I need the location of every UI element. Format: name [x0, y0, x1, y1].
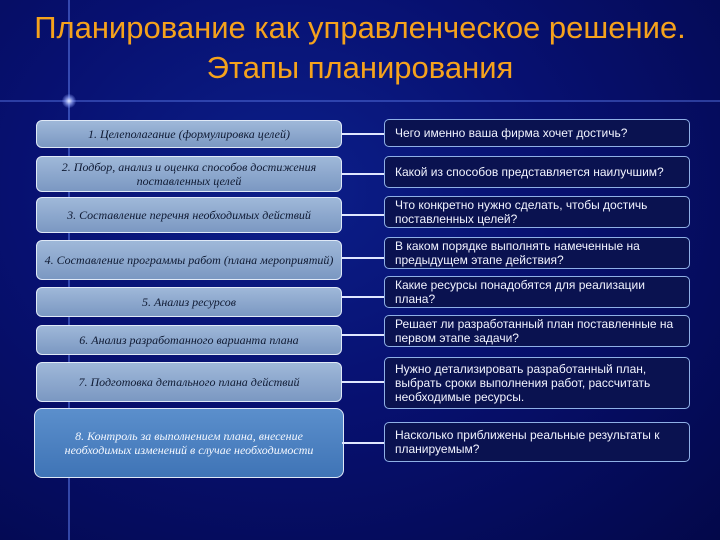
connector-6	[342, 334, 384, 336]
question-box-4: В каком порядке выполнять намеченные на предыдущем этапе действия?	[384, 237, 690, 269]
question-box-7: Нужно детализировать разработанный план, выбрать сроки выполнения работ, рассчитать необходимые ресурсы.	[384, 357, 690, 409]
connector-3	[342, 214, 384, 216]
connector-4	[342, 257, 384, 259]
question-box-8: Насколько приближены реальные результаты к планируемым?	[384, 422, 690, 462]
question-box-6: Решает ли разработанный план поставленные на первом этапе задачи?	[384, 315, 690, 347]
connector-5	[342, 296, 384, 298]
decorative-horizontal-line	[0, 100, 720, 102]
question-box-1: Чего именно ваша фирма хочет достичь?	[384, 119, 690, 147]
stage-box-8: 8. Контроль за выполнением плана, внесение необходимых изменений в случае необходимости	[34, 408, 344, 478]
title-line-2: Этапы планирования	[206, 50, 514, 85]
question-box-2: Какой из способов представляется наилучшим?	[384, 156, 690, 188]
stage-box-6: 6. Анализ разработанного варианта плана	[36, 325, 342, 355]
slide-title	[0, 8, 720, 88]
connector-1	[342, 133, 384, 135]
title-line-1: Планирование как управленческое решение.	[34, 10, 686, 45]
decorative-glow	[62, 94, 76, 108]
stage-box-7: 7. Подготовка детального плана действий	[36, 362, 342, 402]
stage-box-5: 5. Анализ ресурсов	[36, 287, 342, 317]
stage-box-2: 2. Подбор, анализ и оценка способов достижения поставленных целей	[36, 156, 342, 192]
connector-8	[342, 442, 384, 444]
connector-2	[342, 173, 384, 175]
stage-box-3: 3. Составление перечня необходимых действий	[36, 197, 342, 233]
question-box-5: Какие ресурсы понадобятся для реализации плана?	[384, 276, 690, 308]
stage-box-4: 4. Составление программы работ (плана мероприятий)	[36, 240, 342, 280]
question-box-3: Что конкретно нужно сделать, чтобы достичь поставленных целей?	[384, 196, 690, 228]
connector-7	[342, 381, 384, 383]
stage-box-1: 1. Целеполагание (формулировка целей)	[36, 120, 342, 148]
